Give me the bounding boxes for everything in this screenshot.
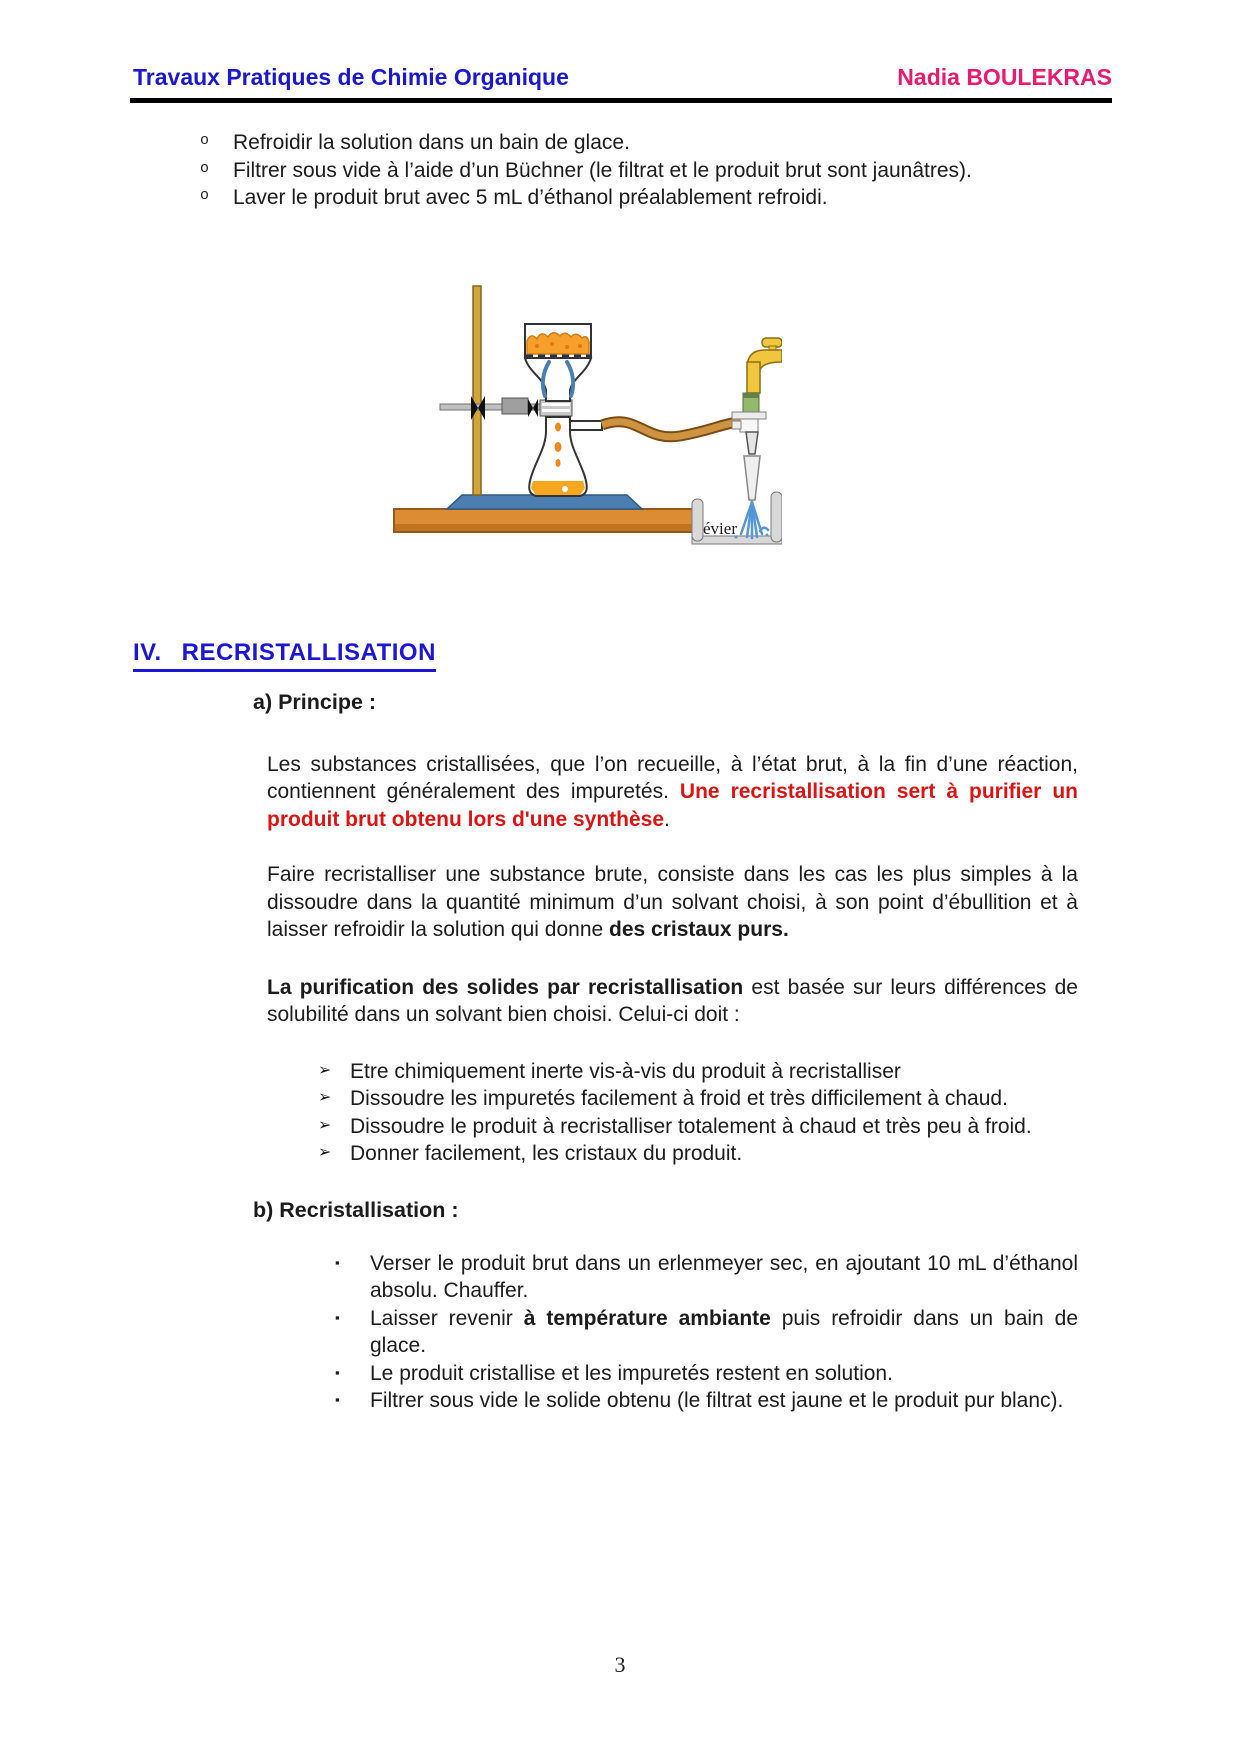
list-item: [318, 1085, 1078, 1113]
bold-text: à température ambiante: [523, 1306, 771, 1330]
solvent-criteria-list: [318, 1058, 1078, 1168]
page-header: [133, 64, 1112, 91]
paragraph-principle-2: [267, 861, 1078, 944]
circle-bullet-icon: o: [200, 187, 210, 204]
section-number: IV.: [133, 638, 162, 666]
list-item-text: [370, 1360, 1078, 1388]
emphasis-red-text: Une recristallisation sert à purifier un produit brut obtenu lors d'une synthèse: [267, 780, 1079, 831]
list-item-text: Filtrer sous vide à l’aide d’un Büchner (le filtrat et le produit brut sont jaunâtres).: [233, 158, 972, 182]
arrow-bullet-icon: ➢: [318, 1061, 332, 1079]
filter-flask: [529, 417, 602, 496]
page-number: 3: [614, 1652, 626, 1677]
list-item: [335, 1250, 1078, 1305]
circle-bullet-icon: o: [200, 159, 210, 177]
recrystallisation-steps-list: [335, 1250, 1078, 1415]
list-item-text: [370, 1305, 1078, 1360]
section-title: RECRISTALLISATION: [181, 638, 436, 666]
step-text: Le produit cristallise et les impuretés restent en solution.: [370, 1361, 893, 1385]
bench: [394, 509, 700, 532]
list-item: [318, 1058, 1078, 1086]
arrow-bullet-icon: ➢: [318, 1089, 332, 1106]
paragraph-principle-1: [267, 751, 1078, 834]
water-spray: [735, 502, 769, 539]
step-text: Laisser revenir: [370, 1306, 524, 1330]
section-heading: [133, 639, 436, 672]
list-item: [335, 1305, 1078, 1360]
list-item-text: Etre chimiquement inerte vis-à-vis du produit à recristalliser: [350, 1059, 901, 1083]
bold-text: des cristaux purs.: [609, 918, 789, 941]
filtrate-drop: [555, 442, 562, 452]
paragraph-text: est basée sur leurs différences de solubilité dans un solvant bien choisi. Celui-ci doit :: [267, 975, 1078, 1026]
list-item-text: [370, 1387, 1078, 1415]
circle-bullet-icon: o: [200, 132, 210, 149]
list-item-text: [370, 1250, 1078, 1305]
paragraph-text: .: [664, 807, 670, 831]
list-item: [335, 1360, 1078, 1388]
list-item: [318, 1113, 1078, 1141]
list-item-text: Dissoudre les impuretés facilement à froid et très difficilement à chaud.: [350, 1087, 1008, 1110]
subsection-heading-recristallisation: b) Recristallisation :: [253, 1197, 459, 1222]
arrow-bullet-icon: ➢: [318, 1116, 332, 1134]
list-item: [200, 129, 1078, 157]
subsection-heading-principe: a) Principe :: [253, 689, 377, 714]
step-text: Verser le produit brut dans un erlenmeyer sec, en ajoutant 10 mL d’éthanol absolu. Chauffer.: [370, 1251, 1078, 1302]
step-text: puis refroidir dans un bain de glace.: [370, 1306, 1079, 1357]
paragraph-text: Les substances cristallisées, que l’on recueille, à l’état brut, à la fin d’une réaction, contiennent généralement des impuretés.: [267, 752, 1078, 803]
square-bullet-icon: ▪: [335, 1364, 340, 1380]
faucet: [743, 338, 782, 412]
procedure-bullet-list: [200, 129, 1078, 212]
paragraph-principle-3: [267, 974, 1078, 1029]
water-aspirator: [732, 412, 766, 500]
document-title: Travaux Pratiques de Chimie Organique: [133, 64, 569, 90]
filtrate-liquid: [531, 481, 585, 495]
vacuum-filtration-figure: [392, 240, 782, 547]
filtrate-drop: [555, 422, 561, 431]
vacuum-hose: [602, 421, 740, 436]
sink-label: évier: [703, 518, 737, 538]
list-item: [318, 1140, 1078, 1168]
filtrate-drop: [556, 459, 561, 467]
list-item: [200, 157, 1078, 185]
header-rule: [130, 98, 1112, 103]
side-arm: [570, 421, 602, 430]
square-bullet-icon: ▪: [335, 1254, 340, 1270]
list-item-text: Donner facilement, les cristaux du produit.: [350, 1142, 743, 1165]
paragraph-text: Faire recristalliser une substance brute, consiste dans les cas les plus simples à la dissoudre dans la quantité minimum d’un solvant choisi, à son point d’ébullition et à laisser refroidir la solution qui donne: [267, 863, 1078, 941]
list-item-text: Laver le produit brut avec 5 mL d’éthanol préalablement refroidi.: [233, 186, 828, 209]
square-bullet-icon: ▪: [335, 1309, 340, 1325]
filtration-apparatus-illustration: [392, 240, 782, 547]
step-text: Filtrer sous vide le solide obtenu (le filtrat est jaune et le produit pur blanc).: [370, 1389, 1064, 1412]
buchner-funnel: [525, 324, 591, 401]
list-item: [335, 1387, 1078, 1415]
document-author: Nadia BOULEKRAS: [897, 64, 1112, 90]
square-bullet-icon: ▪: [335, 1392, 340, 1407]
list-item-text: Refroidir la solution dans un bain de glace.: [233, 131, 630, 154]
list-item: [200, 184, 1078, 212]
list-item-text: Dissoudre le produit à recristalliser totalement à chaud et très peu à froid.: [350, 1114, 1032, 1138]
arrow-bullet-icon: ➢: [318, 1144, 332, 1161]
bold-text: La purification des solides par recristallisation: [267, 975, 744, 999]
